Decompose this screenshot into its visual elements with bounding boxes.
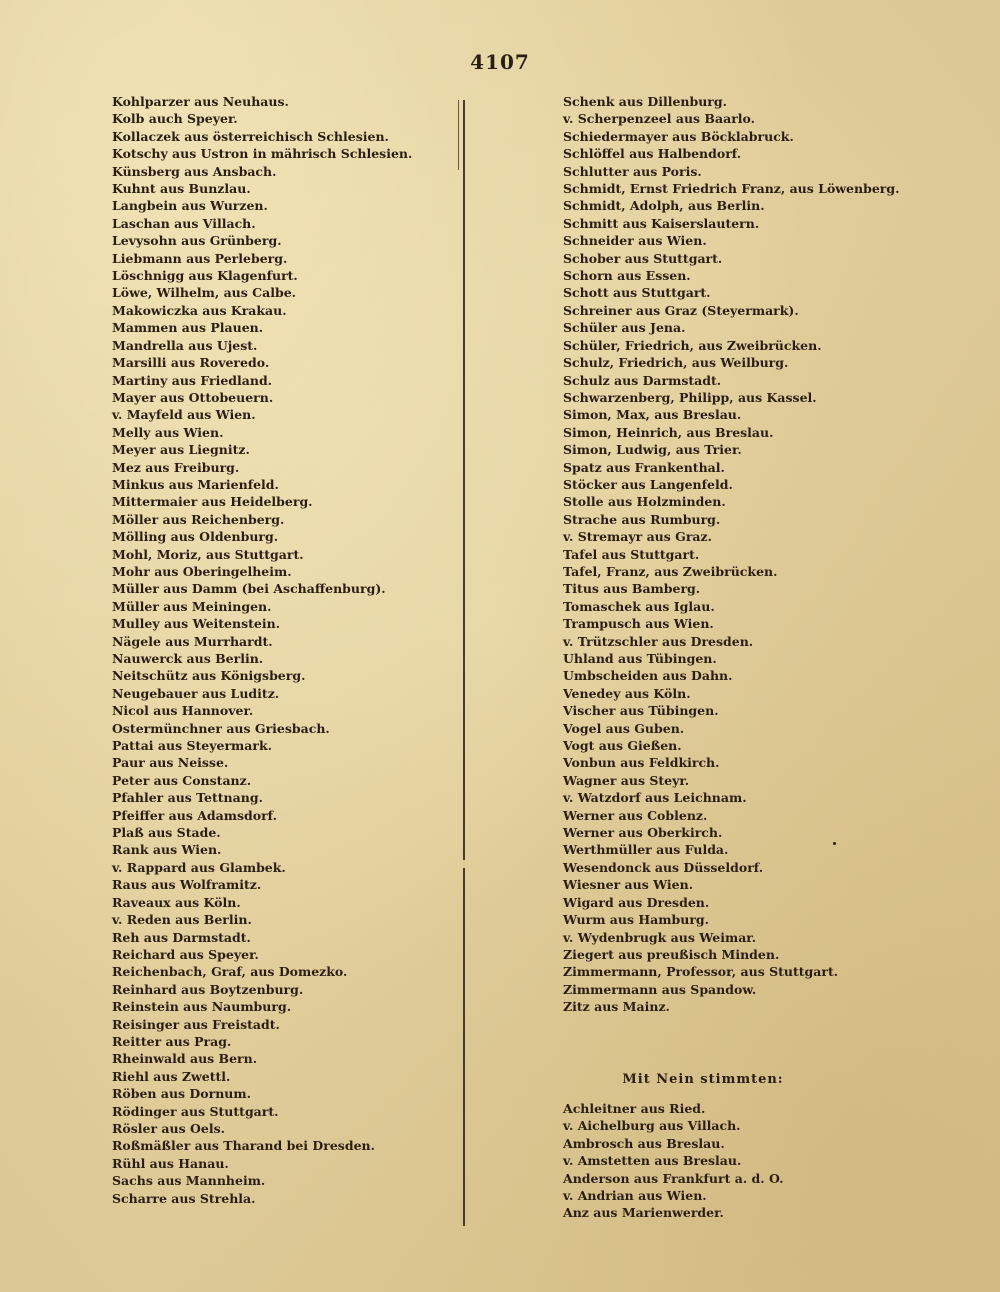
name-entry: Vischer aus Tübingen. — [563, 703, 719, 719]
name-entry: Wigard aus Dresden. — [563, 894, 710, 910]
name-entry: Rank aus Wien. — [112, 842, 222, 858]
column-divider-upper — [463, 100, 465, 860]
name-entry: Schüler, Friedrich, aus Zweibrücken. — [563, 337, 822, 353]
name-entry: v. Rappard aus Glambek. — [112, 859, 286, 875]
name-entry: Reichard aus Speyer. — [112, 946, 259, 962]
name-entry: Stolle aus Holzminden. — [563, 494, 726, 510]
name-entry: Wagner aus Steyr. — [563, 772, 690, 788]
name-entry: v. Reden aus Berlin. — [112, 912, 252, 928]
column-divider-lower — [463, 868, 465, 1226]
right-name-list — [563, 93, 899, 1016]
name-entry: Riehl aus Zwettl. — [112, 1068, 231, 1084]
name-entry: Schulz aus Darmstadt. — [563, 372, 722, 388]
name-entry: Müller aus Meiningen. — [112, 598, 272, 614]
name-entry: Schiedermayer aus Böcklabruck. — [563, 128, 794, 144]
name-entry: Schlöffel aus Halbendorf. — [563, 146, 742, 162]
name-entry: Schober aus Stuttgart. — [563, 250, 723, 266]
name-entry: Kohlparzer aus Neuhaus. — [112, 94, 289, 109]
name-entry: Simon, Max, aus Breslau. — [563, 407, 742, 423]
name-entry: Mölling aus Oldenburg. — [112, 529, 279, 545]
name-entry: Simon, Heinrich, aus Breslau. — [563, 424, 774, 440]
name-entry: Plaß aus Stade. — [112, 825, 221, 841]
name-entry: Achleitner aus Ried. — [563, 1101, 706, 1116]
name-entry: Vonbun aus Feldkirch. — [563, 755, 720, 771]
name-entry: Umbscheiden aus Dahn. — [563, 668, 733, 684]
name-entry: Trampusch aus Wien. — [563, 616, 714, 632]
name-entry: Nicol aus Hannover. — [112, 703, 254, 719]
name-entry: Schreiner aus Graz (Steyermark). — [563, 302, 799, 318]
name-entry: Mohr aus Oberingelheim. — [112, 563, 292, 579]
name-entry: Kolb auch Speyer. — [112, 111, 238, 127]
name-entry: Zitz aus Mainz. — [563, 999, 670, 1015]
name-entry: Marsilli aus Roveredo. — [112, 355, 270, 371]
name-entry: Schmitt aus Kaiserslautern. — [563, 215, 760, 231]
name-entry: Schorn aus Essen. — [563, 268, 691, 284]
name-entry: v. Aichelburg aus Villach. — [563, 1118, 741, 1134]
name-entry: Makowiczka aus Krakau. — [112, 302, 287, 318]
name-entry: Peter aus Constanz. — [112, 772, 252, 788]
name-entry: Pfeiffer aus Adamsdorf. — [112, 807, 277, 823]
name-entry: Anz aus Marienwerder. — [563, 1205, 724, 1221]
name-entry: v. Wydenbrugk aus Weimar. — [563, 929, 757, 945]
name-entry: Löwe, Wilhelm, aus Calbe. — [112, 285, 296, 301]
name-entry: Schwarzenberg, Philipp, aus Kassel. — [563, 389, 817, 405]
name-entry: Möller aus Reichenberg. — [112, 511, 285, 527]
name-entry: Müller aus Damm (bei Aschaffenburg). — [112, 581, 386, 597]
name-entry: v. Amstetten aus Breslau. — [563, 1153, 742, 1169]
name-entry: Schlutter aus Poris. — [563, 163, 702, 179]
name-entry: Ostermünchner aus Griesbach. — [112, 720, 330, 736]
name-entry: Künsberg aus Ansbach. — [112, 163, 277, 179]
name-entry: Kollaczek aus österreichisch Schlesien. — [112, 128, 389, 144]
name-entry: Röben aus Dornum. — [112, 1086, 251, 1102]
name-entry: Tafel aus Stuttgart. — [563, 546, 700, 562]
name-entry: Werthmüller aus Fulda. — [563, 842, 729, 858]
name-entry: Mandrella aus Ujest. — [112, 337, 258, 353]
name-entry: Wiesner aus Wien. — [563, 877, 694, 893]
name-entry: Martiny aus Friedland. — [112, 372, 273, 388]
page-number: 4107 — [470, 50, 530, 74]
name-entry: Liebmann aus Perleberg. — [112, 250, 288, 266]
name-entry: Mayer aus Ottobeuern. — [112, 389, 274, 405]
name-entry: Minkus aus Marienfeld. — [112, 476, 279, 492]
name-entry: Reinstein aus Naumburg. — [112, 999, 292, 1015]
name-entry: Schulz, Friedrich, aus Weilburg. — [563, 355, 789, 371]
name-entry: Schenk aus Dillenburg. — [563, 94, 727, 109]
name-entry: Schneider aus Wien. — [563, 233, 707, 249]
name-entry: Mulley aus Weitenstein. — [112, 616, 281, 632]
name-entry: Spatz aus Frankenthal. — [563, 459, 725, 475]
name-entry: Melly aus Wien. — [112, 424, 224, 440]
name-entry: Reisinger aus Freistadt. — [112, 1016, 280, 1032]
name-entry: Anderson aus Frankfurt a. d. O. — [563, 1170, 784, 1186]
name-entry: Ambrosch aus Breslau. — [563, 1135, 725, 1151]
name-entry: Rödinger aus Stuttgart. — [112, 1103, 279, 1119]
name-entry: Sachs aus Mannheim. — [112, 1173, 266, 1189]
name-entry: Schmidt, Ernst Friedrich Franz, aus Löwenberg. — [563, 181, 900, 197]
name-entry: Mammen aus Plauen. — [112, 320, 264, 336]
name-entry: Reh aus Darmstadt. — [112, 929, 251, 945]
name-entry: Nauwerck aus Berlin. — [112, 651, 264, 666]
name-entry: Reichenbach, Graf, aus Domezko. — [112, 964, 348, 980]
name-entry: v. Scherpenzeel aus Baarlo. — [563, 111, 756, 127]
name-entry: Strache aus Rumburg. — [563, 511, 721, 527]
name-entry: Simon, Ludwig, aus Trier. — [563, 442, 742, 458]
name-entry: v. Andrian aus Wien. — [563, 1188, 707, 1204]
name-entry: Schüler aus Jena. — [563, 320, 686, 336]
name-entry: v. Stremayr aus Graz. — [563, 529, 712, 545]
name-entry: Roßmäßler aus Tharand bei Dresden. — [112, 1138, 375, 1154]
name-entry: Neitschütz aus Königsberg. — [112, 668, 306, 684]
ink-speck — [833, 842, 836, 845]
name-entry: Vogt aus Gießen. — [563, 738, 682, 754]
name-entry: Kotschy aus Ustron in mährisch Schlesien. — [112, 146, 413, 162]
name-entry: Scharre aus Strehla. — [112, 1190, 256, 1206]
name-entry: Rösler aus Oels. — [112, 1120, 225, 1136]
name-entry: Raus aus Wolframitz. — [112, 877, 262, 893]
name-entry: Rühl aus Hanau. — [112, 1155, 229, 1171]
name-entry: Stöcker aus Langenfeld. — [563, 476, 733, 492]
name-entry: Zimmermann, Professor, aus Stuttgart. — [563, 964, 839, 980]
name-entry: Werner aus Coblenz. — [563, 807, 708, 823]
name-entry: Tafel, Franz, aus Zweibrücken. — [563, 563, 778, 579]
name-entry: Paur aus Neisse. — [112, 755, 229, 771]
name-entry: Neugebauer aus Luditz. — [112, 685, 280, 701]
name-entry: Wesendonck aus Düsseldorf. — [563, 859, 764, 875]
name-entry: Wurm aus Hamburg. — [563, 912, 710, 928]
name-entry: Ziegert aus preußisch Minden. — [563, 946, 780, 962]
name-entry: Titus aus Bamberg. — [563, 581, 701, 597]
left-name-list — [112, 93, 412, 1207]
name-entry: Meyer aus Liegnitz. — [112, 442, 250, 458]
name-entry: Laschan aus Villach. — [112, 215, 256, 231]
name-entry: Zimmermann aus Spandow. — [563, 981, 757, 997]
name-entry: Schmidt, Adolph, aus Berlin. — [563, 198, 765, 214]
name-entry: Mohl, Moriz, aus Stuttgart. — [112, 546, 304, 562]
name-entry: Mittermaier aus Heidelberg. — [112, 494, 313, 510]
name-entry: Uhland aus Tübingen. — [563, 651, 717, 666]
name-entry: Pattai aus Steyermark. — [112, 738, 272, 754]
name-entry: Werner aus Oberkirch. — [563, 825, 723, 841]
nein-name-list — [563, 1100, 783, 1222]
name-entry: Mez aus Freiburg. — [112, 459, 240, 475]
name-entry: Reitter aus Prag. — [112, 1033, 232, 1049]
column-divider-thin — [458, 100, 459, 170]
name-entry: Vogel aus Guben. — [563, 720, 685, 736]
name-entry: v. Mayfeld aus Wien. — [112, 407, 256, 423]
name-entry: Schott aus Stuttgart. — [563, 285, 711, 301]
name-entry: Tomaschek aus Iglau. — [563, 598, 715, 614]
name-entry: v. Watzdorf aus Leichnam. — [563, 790, 747, 806]
name-entry: Reinhard aus Boytzenburg. — [112, 981, 304, 997]
name-entry: Raveaux aus Köln. — [112, 894, 241, 910]
name-entry: Levysohn aus Grünberg. — [112, 233, 282, 249]
name-entry: v. Trützschler aus Dresden. — [563, 633, 754, 649]
name-entry: Kuhnt aus Bunzlau. — [112, 181, 251, 197]
name-entry: Pfahler aus Tettnang. — [112, 790, 263, 806]
name-entry: Rheinwald aus Bern. — [112, 1051, 258, 1067]
nein-section-heading: Mit Nein stimmten: — [622, 1072, 784, 1087]
name-entry: Löschnigg aus Klagenfurt. — [112, 268, 298, 284]
name-entry: Langbein aus Wurzen. — [112, 198, 268, 214]
name-entry: Venedey aus Köln. — [563, 685, 691, 701]
name-entry: Nägele aus Murrhardt. — [112, 633, 273, 649]
